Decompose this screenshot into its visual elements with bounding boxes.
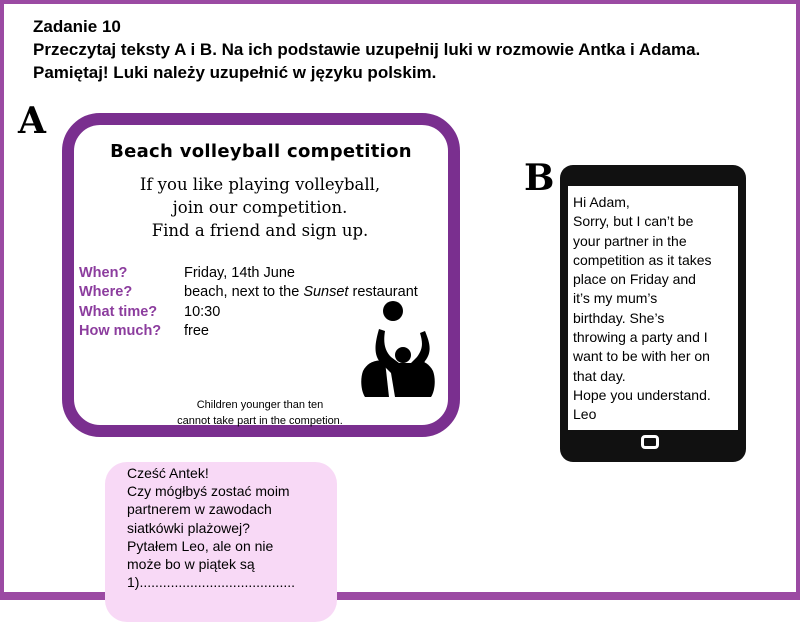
text-a-letter: A: [18, 100, 46, 142]
message-line: throwing a party and I: [573, 329, 708, 346]
poster-intro-line: Find a friend and sign up.: [151, 221, 369, 240]
dialogue-line: partnerem w zawodach: [127, 501, 272, 518]
message-line: it’s my mum’s: [573, 290, 658, 307]
dialogue-text: [127, 464, 295, 591]
message-line: Hi Adam,: [573, 194, 630, 210]
answer-gap-1[interactable]: 1)........................................: [127, 574, 296, 591]
poster-note: [74, 397, 446, 429]
detail-row-when: [79, 264, 418, 283]
task-instruction-1: Przeczytaj teksty A i B. Na ich podstawie uzupełnij luki w rozmowie Antka i Adama.: [33, 40, 701, 59]
message-line: want to be with her on: [573, 348, 710, 365]
poster-intro: [74, 173, 446, 242]
message-line: Sorry, but I can’t be: [573, 213, 694, 230]
message-line: Leo: [573, 406, 597, 423]
volleyball-player-icon: [359, 299, 437, 397]
task-header: [33, 15, 793, 84]
phone-message: [568, 186, 738, 430]
dialogue-line: Pytałem Leo, ale on nie: [127, 537, 274, 554]
detail-value: Friday, 14th June: [184, 265, 295, 281]
detail-value-part: beach, next to the: [184, 284, 304, 301]
poster-intro-line: If you like playing volleyball,: [139, 175, 381, 194]
volleyball-poster: [62, 113, 460, 437]
poster-note-line: Children younger than ten: [196, 399, 324, 411]
detail-label: What time?: [79, 303, 158, 320]
message-line: birthday. She’s: [573, 309, 665, 326]
detail-value: 10:30: [184, 303, 221, 320]
task-instruction-2: Pamiętaj! Luki należy uzupełnić w języku polskim.: [33, 63, 437, 82]
message-line: place on Friday and: [573, 271, 696, 288]
dialogue-bubble: [105, 462, 337, 622]
message-line: that day.: [573, 367, 626, 384]
detail-value-part: restaurant: [348, 284, 418, 301]
restaurant-name: Sunset: [303, 284, 349, 301]
dialogue-line: Cześć Antek!: [127, 465, 209, 481]
message-line: Hope you understand.: [573, 386, 711, 403]
text-b-letter: B: [524, 157, 555, 199]
poster-intro-line: join our competition.: [172, 198, 348, 217]
detail-value: free: [184, 322, 209, 339]
phone-illustration: [560, 165, 746, 462]
phone-home-button-icon: [641, 435, 659, 449]
dialogue-line: może bo w piątek są: [127, 556, 255, 573]
detail-label: Where?: [79, 284, 133, 301]
poster-title: Beach volleyball competition: [110, 141, 412, 162]
poster-note-line: cannot take part in the competion.: [177, 415, 343, 427]
detail-label: When?: [79, 265, 128, 281]
message-line: your partner in the: [573, 232, 687, 249]
message-line: competition as it takes: [573, 251, 712, 268]
detail-label: How much?: [79, 322, 162, 339]
dialogue-line: Czy mógłbyś zostać moim: [127, 483, 290, 500]
task-heading: Zadanie 10: [33, 17, 121, 36]
dialogue-line: siatkówki plażowej?: [127, 519, 250, 536]
